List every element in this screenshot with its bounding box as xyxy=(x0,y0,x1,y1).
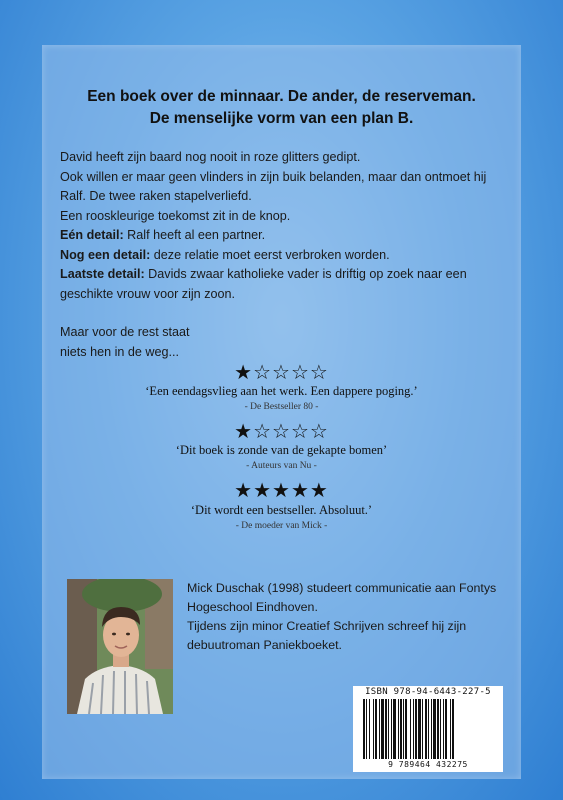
detail-2-text: deze relatie moet eerst verbroken worden. xyxy=(150,247,390,262)
blurb xyxy=(60,148,500,362)
blurb-paragraph: David heeft zijn baard nog nooit in roze glitters gedipt. xyxy=(60,150,361,164)
detail-3 xyxy=(60,265,500,304)
review-3-stars-icon: ★★★★★ xyxy=(234,478,329,502)
review-3-source: - De moeder van Mick - xyxy=(235,521,328,531)
review-2-source: - Auteurs van Nu - xyxy=(246,461,317,471)
detail-1 xyxy=(60,226,500,246)
review-1-quote: ‘Een eendagsvlieg aan het werk. Een dappere poging.’ xyxy=(145,384,418,398)
bio-paragraph-2: Tijdens zijn minor Creatief Schrijven schreef hij zijn debuutroman Paniekboeket. xyxy=(187,619,467,652)
detail-3-label: Laatste detail: xyxy=(60,267,145,281)
review-2-stars-icon: ★☆☆☆☆ xyxy=(234,419,329,443)
author-photo xyxy=(67,579,173,714)
author-portrait-icon xyxy=(67,579,173,714)
review-1-source: - De Bestseller 80 - xyxy=(244,402,319,412)
detail-2 xyxy=(60,246,500,266)
detail-3-text: Davids zwaar katholieke vader is driftig op zoek naar een geschikte vrouw voor zijn zoon. xyxy=(60,267,467,301)
headline-line-2: De menselijke vorm van een plan B. xyxy=(149,110,414,127)
closing-line-2: niets hen in de weg... xyxy=(60,344,180,359)
detail-1-text: Ralf heeft al een partner. xyxy=(123,228,266,242)
barcode-number: 9 789464 432275 xyxy=(388,760,468,769)
headline-line-1: Een boek over de minnaar. De ander, de reserveman. xyxy=(87,88,476,105)
closing-line-1: Maar voor de rest staat xyxy=(60,325,190,339)
author-bio xyxy=(187,579,507,655)
isbn-label: ISBN 978-94-6443-227-5 xyxy=(365,687,491,697)
bio-paragraph-1: Mick Duschak (1998) studeert communicatie aan Fontys Hogeschool Eindhoven. xyxy=(187,581,497,614)
review-2-quote: ‘Dit boek is zonde van de gekapte bomen’ xyxy=(175,443,388,457)
review-1-stars-icon: ★☆☆☆☆ xyxy=(234,360,329,384)
blurb-paragraph: Een rooskleurige toekomst zit in de knop. xyxy=(60,208,291,223)
blurb-paragraph: Ook willen er maar geen vlinders in zijn buik belanden, maar dan ontmoet hij Ralf. De twee raken stapelverliefd. xyxy=(60,169,487,203)
isbn-barcode xyxy=(353,686,503,772)
review-3-quote: ‘Dit wordt een bestseller. Absoluut.’ xyxy=(190,503,373,517)
detail-1-label: Eén detail: xyxy=(60,228,124,242)
detail-2-label: Nog een detail: xyxy=(60,247,151,262)
